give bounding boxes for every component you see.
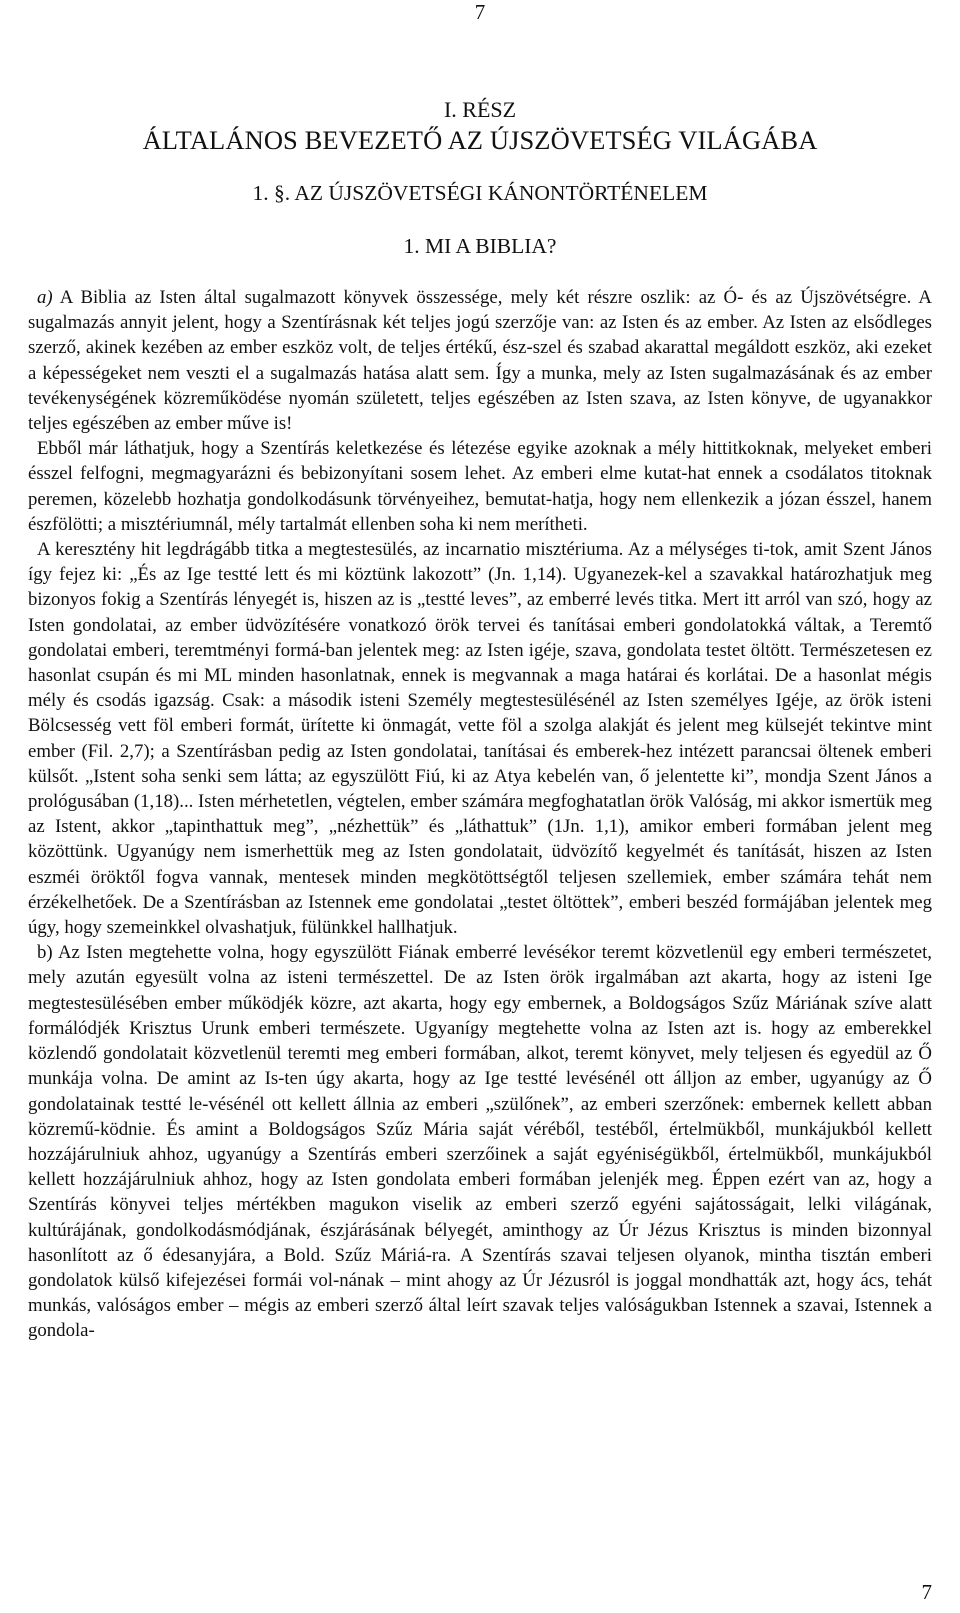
page-number-top: 7 [474,0,486,24]
paragraph-2: Ebből már láthatjuk, hogy a Szentírás keletkezése és létezése egyike azoknak a mély hittitkoknak, melyeket emberi ésszel felfogni, megmagyarázni és bebizonyítani sosem lehet. Az emberi elme kutat-hat ennek a csodálatos titoknak peremen, közelebb hozhatja gondolkodásunk törvényeihez, bemutat-hatja, hogy nem ellenkezik a józan ésszel, hanem észfölötti; a misztériumnál, mély tartalmát ellenben soha ki nem merítheti. [28,438,932,535]
paragraph-1-text: A Biblia az Isten által sugalmazott könyvek összessége, mely két részre oszlik: az Ó- és az Újszövétségre. A sugalmazás annyit jelent, hogy a Szentírásnak két teljes jogú szerzője van: az Isten és az ember. Az Isten az elsődleges szerző, akinek kezében az ember eszköz volt, de teljes értékű, ész-szel és szabad akarattal megáldott eszköz, aki ezeket a képességeket nem veszti el a sugalmazás hatása alatt sem. Így a munka, mely az Isten sugalmazásának és az ember tevékenységének közreműködése nyomán született, teljes egészében az Isten szava, az Isten könyve, de ugyanakkor teljes egészében az ember műve is! [28,287,932,435]
paragraph-1 [28,285,932,436]
paragraph-4: b) Az Isten megtehette volna, hogy egyszülött Fiának emberré levésékor teremt közvetlenül egy emberi természetet, mely azután egyesült volna az isteni természettel. De az Isten örök irgalmában azt akarta, hogy az isteni Ige megtestesülésében ember működjék közre, azt akarta, hogy egy embernek, a Boldogságos Szűz Máriának szíve alatt formálódjék Krisztus Urunk emberi természete. Ugyanígy megtehette volna az Isten azt is. hogy az emberekkel közlendő gondolatait közvetlenül teremti meg emberi formában, alkot, teremt könyvet, mely teljesen és egyedül az Ő munkája volna. De amint az Is-ten úgy akarta, hogy az Ige testté levésénél ott álljon az ember, ugyanúgy az Ő gondolatainak testté le-vésénél ott kellett állnia az emberi „szülőnek”, az emberi szerzőnek: embernek kellett abban közremű-ködnie. És amint a Boldogságos Szűz Mária saját véréből, testéből, értelmükből, munkájukból kellett hozzájárulniuk ahhoz, ugyanúgy a Szentírás emberi szerzőinek a saját egyéniségükből, értelmükből, munkájukból kellett hozzájárulniuk ahhoz, hogy az Isten gondolata emberi formában jelenjék meg. Éppen ezért van az, hogy a Szentírás könyvei teljes mértékben magukon viselik az emberi szerző egyéni sajátosságait, lelki világának, kultúrájának, gondolkodásmódjának, észjárásának bélyegét, aminthogy az Úr Jézus Krisztus is minden bizonnyal hasonlított az ő édesanyjára, a Bold. Szűz Máriá-ra. A Szentírás szavai teljesen olyanok, mintha tisztán emberi gondolatok külső kifejezései formái vol-nának – mint ahogy az Úr Jézusról is joggal mondhatták azt, hogy ács, tehát munkás, valóságos ember – mégis az emberi szerző által leírt szavak teljes valóságukban Istennek a szavai, Istennek a gondola- [28,942,932,1342]
part-label: I. RÉSZ [443,97,517,122]
section-title: 1. MI A BIBLIA? [403,234,557,258]
paragraph-1-marker: a) [37,287,53,308]
part-title: ÁLTALÁNOS BEVEZETŐ AZ ÚJSZÖVETSÉG VILÁGÁBA [142,125,818,155]
paragraph-3: A keresztény hit legdrágább titka a megtestesülés, az incarnatio misztériuma. Az a mélységes ti-tok, amit Szent János így fejez ki: „És az Ige testté lett és mi köztünk lakozott” (Jn. 1,14). Ugyanezek-kel a szavakkal határozhatjuk meg bizonyos fokig a Szentírás lényegét is, hiszen az is „testté leves”, az emberré levés titka. Mert itt arról van szó, hogy az Isten gondolatai, az ember üdvözítésére vonatkozó örök tervei és tanításai emberi gondolatokká váltak, a Teremtő gondolatai emberi, teremtményi formá-ban jelentek meg: az Isten igéje, szava, gondolata testet öltött. Természetesen ez hasonlat csupán és mi ML minden hasonlatnak, ennek is megvannak a maga határai és korlátai. De a hasonlat mégis mély és csodás igazság. Csak: a második isteni Személy megtestesülésénél az Isten személyes Igéje, az örök isteni Bölcsesség vett föl emberi formát, ürítette ki önmagát, vette föl a szolga alakját és jelent meg külsejét tekintve mint ember (Fil. 2,7); a Szentírásban pedig az Isten gondolatai, tanításai és emberek-hez intézett parancsai öltenek emberi külsőt. „Istent soha senki sem látta; az egyszülött Fiú, ki az Atya kebelén van, ő jelentette ki”, mondja Szent János a prológusában (1,18)... Isten mérhetetlen, végtelen, ember számára megfoghatatlan örök Valóság, mi akkor ismertük meg az Istent, akkor „tapinthattuk meg”, „nézhettük” és „láthattuk” (1Jn. 1,1), amikor emberi formában jelent meg közöttünk. Ugyanúgy nem ismerhettük meg az Isten gondolatait, üdvözítő kegyelmét és tanítását, hiszen az Isten eszméi öröktől fogva vannak, mentesek minden megkötöttségtől teljesen szellemiek, ember számára tehát nem érzékelhetőek. De a Szentírásban az Istennek eme gondolatai „testet öltöttek”, emberi beszéd formájában jelentek meg úgy, hogy szemeinkkel olvashatjuk, fülünkkel hallhatjuk. [28,539,932,939]
page-number-bottom: 7 [921,1580,932,1604]
chapter-title: 1. §. AZ ÚJSZÖVETSÉGI KÁNONTÖRTÉNELEM [252,181,708,205]
body-text [28,285,932,1344]
